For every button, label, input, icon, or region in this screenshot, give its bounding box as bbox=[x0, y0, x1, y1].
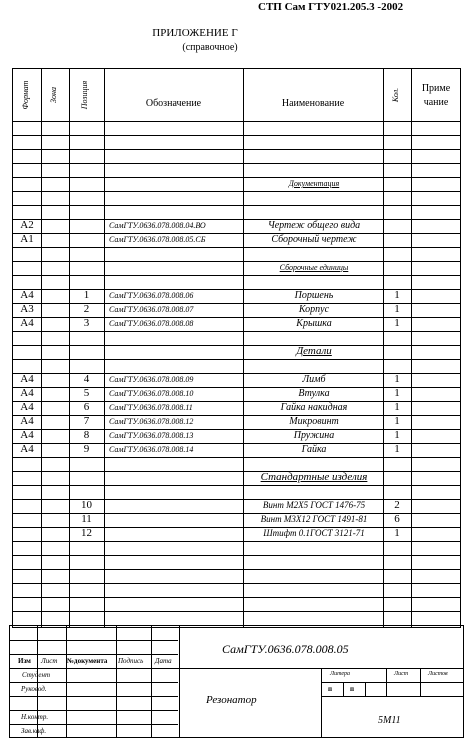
title-block-divider bbox=[365, 682, 366, 696]
quantity-cell: 1 bbox=[394, 317, 400, 329]
name-cell: Гайка bbox=[301, 444, 327, 455]
position-cell: 3 bbox=[83, 317, 90, 329]
specification-table bbox=[12, 68, 461, 628]
designation-cell: СамГТУ.0636.078.008.10 bbox=[109, 389, 194, 398]
quantity-cell: 1 bbox=[394, 373, 400, 385]
format-cell: А4 bbox=[20, 429, 34, 441]
format-cell: А1 bbox=[20, 233, 34, 245]
title-block-line bbox=[10, 682, 178, 683]
row-divider bbox=[13, 597, 460, 598]
quantity-cell: 6 bbox=[394, 513, 400, 525]
title-block-divider bbox=[321, 668, 322, 737]
title-block bbox=[9, 625, 464, 738]
format-cell: А3 bbox=[20, 303, 34, 315]
format-cell: А4 bbox=[20, 401, 34, 413]
group-code: 5М11 bbox=[378, 715, 401, 726]
name-cell: Винт М3Х12 ГОСТ 1491-81 bbox=[260, 514, 368, 524]
row-divider bbox=[13, 457, 460, 458]
row-divider bbox=[13, 471, 460, 472]
row-divider bbox=[13, 555, 460, 556]
appendix-title: ПРИЛОЖЕНИЕ Г bbox=[152, 27, 238, 39]
name-cell: Сборочный чертеж bbox=[271, 234, 357, 245]
quantity-cell: 1 bbox=[394, 429, 400, 441]
row-divider bbox=[13, 205, 460, 206]
format-cell: А4 bbox=[20, 415, 34, 427]
row-divider bbox=[13, 275, 460, 276]
position-cell: 5 bbox=[83, 387, 90, 399]
title-block-divider bbox=[420, 668, 421, 696]
label-letter: Литера bbox=[330, 671, 351, 677]
name-cell: Лимб bbox=[302, 374, 326, 385]
row-divider bbox=[13, 247, 460, 248]
quantity-cell: 1 bbox=[394, 401, 400, 413]
header-zone: Зона bbox=[49, 87, 58, 103]
designation-cell: СамГТУ.0636.078.008.08 bbox=[109, 319, 194, 328]
label-signature: Подпись bbox=[118, 657, 144, 665]
row-divider bbox=[13, 135, 460, 136]
format-cell: А4 bbox=[20, 317, 34, 329]
row-divider bbox=[13, 149, 460, 150]
title-block-divider bbox=[343, 682, 344, 696]
position-cell: 8 bbox=[83, 429, 90, 441]
title-block-divider bbox=[386, 668, 387, 696]
title-block-divider bbox=[179, 626, 180, 737]
title-block-line bbox=[10, 710, 178, 711]
standard-code: СТП Сам ГТУ021.205.3 -2002 bbox=[258, 1, 404, 13]
designation-cell: СамГТУ.0636.078.008.04.ВО bbox=[109, 221, 206, 230]
name-cell: Микровинт bbox=[289, 416, 339, 427]
position-cell: 12 bbox=[81, 527, 92, 539]
column-divider bbox=[104, 69, 105, 627]
row-divider bbox=[13, 261, 460, 262]
name-cell: Крышка bbox=[296, 318, 332, 329]
column-divider bbox=[383, 69, 384, 627]
title-block-line bbox=[321, 696, 463, 697]
row-divider bbox=[13, 219, 460, 220]
name-cell: Пружина bbox=[293, 430, 335, 441]
designation-cell: СамГТУ.0636.078.008.12 bbox=[109, 417, 194, 426]
name-cell: Поршень bbox=[294, 290, 334, 301]
format-cell: А4 bbox=[20, 289, 34, 301]
document-code: СамГТУ.0636.078.008.05 bbox=[222, 642, 349, 656]
label-norm-control: Н.контр. bbox=[21, 713, 49, 721]
row-divider bbox=[13, 233, 460, 234]
designation-cell: СамГТУ.0636.078.008.14 bbox=[109, 445, 194, 454]
row-divider bbox=[13, 611, 460, 612]
title-block-line bbox=[10, 668, 463, 669]
name-cell: Винт М2Х5 ГОСТ 1476-75 bbox=[262, 500, 366, 510]
label-change: Изм bbox=[18, 657, 31, 665]
row-divider bbox=[13, 163, 460, 164]
header-designation: Обозначение bbox=[145, 98, 202, 109]
position-cell: 6 bbox=[83, 401, 90, 413]
position-cell: 1 bbox=[83, 289, 90, 301]
row-divider bbox=[13, 345, 460, 346]
row-divider bbox=[13, 191, 460, 192]
designation-cell: СамГТУ.0636.078.008.05.СБ bbox=[109, 235, 206, 244]
letter-mark: п bbox=[350, 685, 355, 693]
position-cell: 2 bbox=[83, 303, 90, 315]
title-block-line bbox=[10, 696, 178, 697]
name-cell: Штифт 0.1ГОСТ 3121-71 bbox=[263, 528, 365, 538]
quantity-cell: 1 bbox=[394, 527, 400, 539]
row-divider bbox=[13, 583, 460, 584]
row-divider bbox=[13, 331, 460, 332]
designation-cell: СамГТУ.0636.078.008.09 bbox=[109, 375, 194, 384]
column-divider bbox=[41, 69, 42, 627]
name-cell: Чертеж общего вида bbox=[267, 220, 361, 231]
row-divider bbox=[13, 485, 460, 486]
header-note-line1: Приме bbox=[421, 83, 451, 94]
designation-cell: СамГТУ.0636.078.008.06 bbox=[109, 291, 194, 300]
name-cell: Втулка bbox=[298, 388, 330, 399]
position-cell: 11 bbox=[81, 513, 92, 525]
quantity-cell: 1 bbox=[394, 303, 400, 315]
quantity-cell: 1 bbox=[394, 415, 400, 427]
label-sheet-number: Лист bbox=[394, 671, 409, 677]
header-name: Наименование bbox=[281, 98, 345, 109]
name-cell: Гайка накидная bbox=[280, 402, 348, 413]
quantity-cell: 1 bbox=[394, 443, 400, 455]
name-cell: Корпус bbox=[298, 304, 330, 315]
label-document-number: №документа bbox=[67, 657, 108, 665]
title-block-line bbox=[10, 654, 178, 655]
appendix-subtitle: (справочное) bbox=[182, 42, 238, 53]
row-divider bbox=[13, 569, 460, 570]
row-divider bbox=[13, 359, 460, 360]
title-block-line bbox=[10, 724, 178, 725]
quantity-cell: 2 bbox=[394, 499, 400, 511]
format-cell: А4 bbox=[20, 443, 34, 455]
quantity-cell: 1 bbox=[394, 289, 400, 301]
label-head: Зав.каф. bbox=[21, 727, 47, 735]
format-cell: А4 bbox=[20, 373, 34, 385]
label-student: Студент bbox=[22, 671, 50, 679]
position-cell: 9 bbox=[83, 443, 90, 455]
section-heading: Стандартные изделия bbox=[260, 471, 368, 483]
designation-cell: СамГТУ.0636.078.008.07 bbox=[109, 305, 194, 314]
designation-cell: СамГТУ.0636.078.008.13 bbox=[109, 431, 194, 440]
row-divider bbox=[13, 541, 460, 542]
row-divider bbox=[13, 121, 460, 122]
header-format: Формат bbox=[21, 80, 30, 110]
label-sheet: Лист bbox=[41, 657, 58, 665]
header-quantity: Кол. bbox=[391, 87, 400, 103]
position-cell: 7 bbox=[83, 415, 90, 427]
label-date: Дата bbox=[155, 657, 172, 665]
label-supervisor: Руковод. bbox=[21, 685, 47, 693]
column-divider bbox=[243, 69, 244, 627]
section-heading: Детали bbox=[296, 345, 332, 357]
label-sheets-total: Листов bbox=[428, 671, 448, 677]
section-heading: Документация bbox=[288, 179, 340, 188]
title-block-line bbox=[10, 640, 178, 641]
header-note-line2: чание bbox=[423, 97, 449, 108]
product-name: Резонатор bbox=[206, 694, 257, 706]
quantity-cell: 1 bbox=[394, 387, 400, 399]
section-heading: Сборочные единицы bbox=[279, 263, 349, 272]
letter-mark: п bbox=[328, 685, 333, 693]
designation-cell: СамГТУ.0636.078.008.11 bbox=[109, 403, 193, 412]
header-position: Позиция bbox=[80, 80, 89, 110]
position-cell: 10 bbox=[81, 499, 92, 511]
position-cell: 4 bbox=[83, 373, 90, 385]
column-divider bbox=[69, 69, 70, 627]
format-cell: А4 bbox=[20, 387, 34, 399]
format-cell: А2 bbox=[20, 219, 34, 231]
column-divider bbox=[411, 69, 412, 627]
row-divider bbox=[13, 177, 460, 178]
